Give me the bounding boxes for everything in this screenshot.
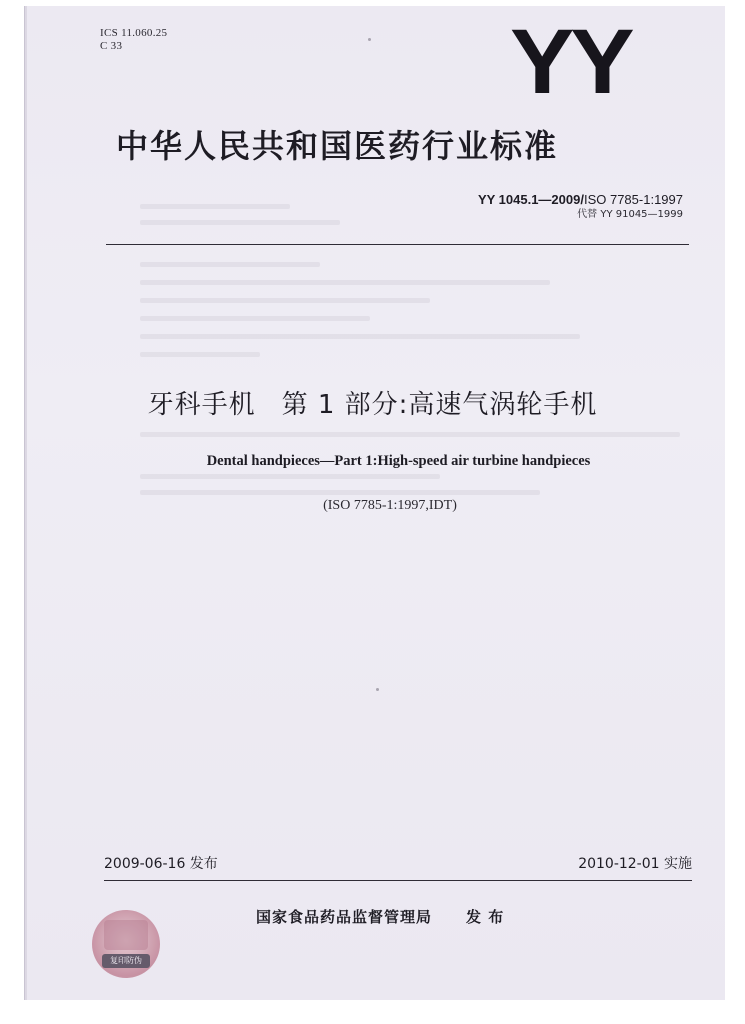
anti-counterfeit-seal [92,910,160,978]
show-through-line [140,204,290,209]
show-through-line [140,220,340,225]
publisher [256,906,504,928]
show-through-line [140,262,320,267]
ics-code: ICS 11.060.25 [100,27,168,39]
show-through-line [140,334,580,339]
ccs-code: C 33 [100,40,123,52]
show-through-line [140,352,260,357]
scan-speck [376,688,379,691]
implementation-date: 2010-12-01 实施 [578,856,692,872]
show-through-line [140,316,370,321]
replaces-standard: 代替 YY 91045—1999 [577,209,683,220]
title-cn-main: 牙科手机 [147,390,256,420]
seal-label: 复印防伪 [102,954,150,968]
issue-date: 2009-06-16 发布 [104,856,218,872]
show-through-line [140,474,440,479]
show-through-line [140,490,540,495]
standard-category-mark: YY [510,11,631,113]
seal-emblem [104,920,148,950]
show-through-line [140,432,680,437]
publish-action: 发 布 [466,908,505,926]
standard-number-prefix: YY 1045.1—2009/ [477,192,584,207]
standard-number-iso: ISO 7785-1:1997 [583,192,683,207]
title-cn-part: 第 1 部分:高速气涡轮手机 [281,390,598,420]
issuing-standard-title: 中华人民共和国医药行业标准 [116,127,559,165]
document-title-chinese [0,388,745,422]
show-through-line [140,280,550,285]
date-row [104,854,692,876]
publisher-name: 国家食品药品监督管理局 [256,908,433,926]
iso-equivalence: (ISO 7785-1:1997,IDT) [323,498,457,513]
scan-speck [368,38,371,41]
standard-number [478,192,683,208]
header-divider [106,244,689,245]
footer-divider [104,880,692,881]
document-title-english: Dental handpieces—Part 1:High-speed air turbine handpieces [206,453,591,469]
show-through-line [140,298,430,303]
